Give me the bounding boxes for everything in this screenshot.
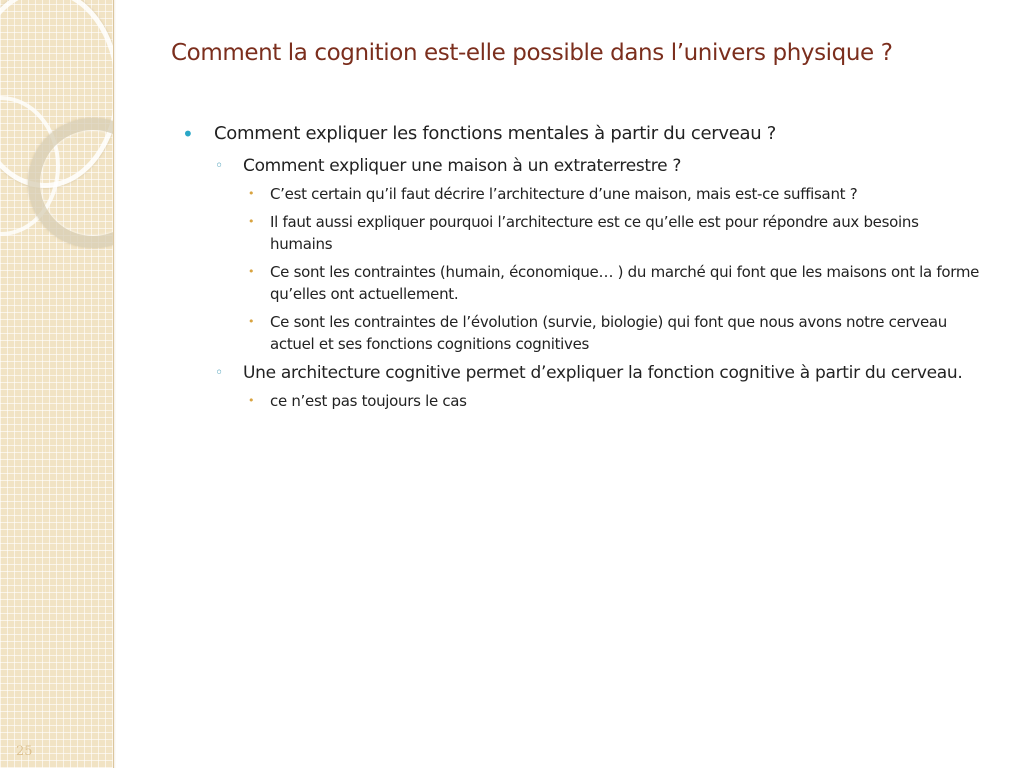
slide-content [180,121,980,418]
sub-sub-bullet-item [270,183,980,205]
sub-sub-bullet-text: • Il faut aussi expliquer pourquoi l’architecture est ce qu’elle est pour répondre aux besoins humains [270,213,919,253]
sub-sub-bullet-item [270,211,980,255]
sub-sub-bullet-item [270,311,980,355]
sub-sub-bullet-list [270,390,980,412]
sub-bullet-item [243,361,980,412]
sub-sub-bullet-list [270,183,980,355]
sub-bullet-item [243,154,980,355]
sub-bullet-text: ◦ Comment expliquer une maison à un extraterrestre ? [243,156,682,176]
sub-sub-bullet-item [270,390,980,412]
bullet-list [180,121,980,412]
decorative-sidebar [0,0,114,768]
sub-sub-bullet-text: • Ce sont les contraintes (humain, économique… ) du marché qui font que les maisons ont la forme qu’elles ont actuellement. [270,263,980,303]
bullet-text: • Comment expliquer les fonctions mentales à partir du cerveau ? [214,123,777,144]
bullet-item [180,121,980,412]
sub-bullet-text: ◦ Une architecture cognitive permet d’expliquer la fonction cognitive à partir du cerveau. [243,363,963,383]
slide-number: 25 [16,744,33,759]
sub-sub-bullet-text: • C’est certain qu’il faut décrire l’architecture d’une maison, mais est-ce suffisant ? [270,185,858,203]
sub-sub-bullet-text: • Ce sont les contraintes de l’évolution (survie, biologie) qui font que nous avons notre cerveau actuel et ses fonctions cognitions cognitives [270,313,948,353]
sub-sub-bullet-item [270,261,980,305]
sidebar-shadow [113,0,116,768]
slide-title: Comment la cognition est-elle possible dans l’univers physique ? [171,40,893,66]
sub-bullet-list [243,154,980,412]
sub-sub-bullet-text: • ce n’est pas toujours le cas [270,392,467,410]
